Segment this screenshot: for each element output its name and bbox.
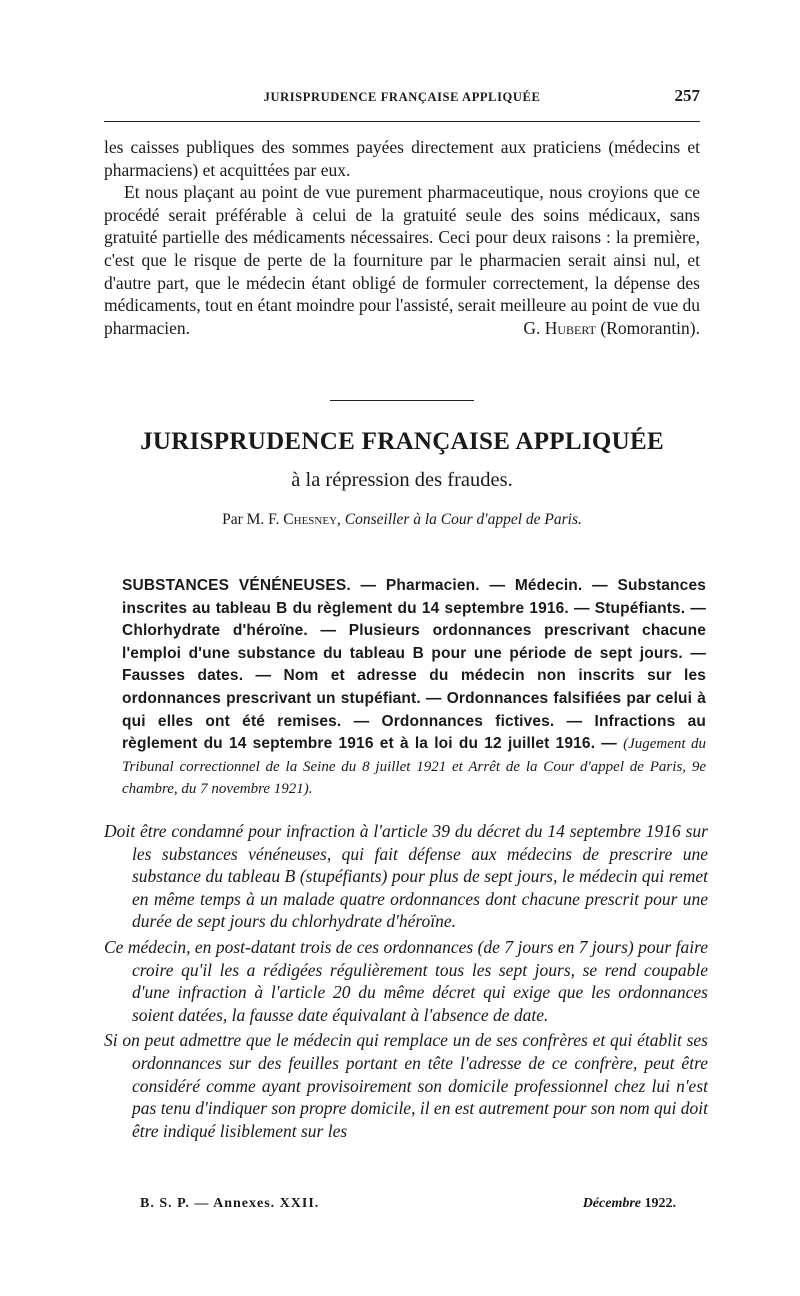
holding-paragraph: Ce médecin, en post-datant trois de ces ordonnances (de 7 jours en 7 jours) pour faire croire qu'il les a rédigées régulièrement tous les sept jours, se rend coupable d'une infraction à l'article 20 du même décret qui exige que les ordonnances soient datées, la fausse date équivalant à l'absence de date. [104,936,708,1025]
footer-year: 1922. [644,1196,676,1211]
author-prefix: Par M. F. [222,511,280,528]
intro-paragraph-2-text: Et nous plaçant au point de vue purement pharmaceutique, nous croyions que ce procédé serait préférable à celui de la gratuité seule des soins médicaux, sans gratuité partielle des médicaments nécessaires. Ceci pour deux raisons : la première, c'est que le risque de perte de la fourniture par le pharmacien serait ainsi nul, et d'autre part, que le médecin étant obligé de formuler correctement, la dépense des médicaments, tout en étant moindre pour l'assisté, serait meilleure au point de vue du pharmacien. [104,182,700,338]
signature [503,317,700,340]
intro-text [104,136,700,339]
footer-month: Décembre [582,1196,641,1211]
page-footer [104,1196,700,1216]
signature-initial: G. [523,317,541,338]
holding-paragraph: Si on peut admettre que le médecin qui remplace un de ses confrères et qui établit ses ordonnances sur des feuilles portant en tête l'adresse de ce confrère, peut être considéré comme ayant provisoirement son domicile professionnel chez lui n'est pas tenu d'indiquer son propre domicile, il en est autrement pour son nom qui doit être indiqué lisiblement sur les [104,1030,708,1141]
holding-paragraph: Doit être condamné pour infraction à l'article 39 du décret du 14 septembre 1916 sur les substances vénéneuses, qui fait défense aux médecins de prescrire une substance du tableau B (stupéfiants) pour plus de sept jours, le médecin qui remet en même temps à un malade quatre ordonnances dont chacune prescrit pour une durée de sept jours du chlorhydrate d'héroïne. [104,821,708,932]
summary-text: SUBSTANCES VÉNÉNEUSES. — Pharmacien. — Médecin. — Substances inscrites au tableau B du règlement du 14 septembre 1916. — Stupéfiants. — Chlorhydrate d'héroïne. — Plusieurs ordonnances prescrivant chacune l'emploi d'une substance du tableau B pour une période de sept jours. — Fausses dates. — Nom et adresse du médecin non inscrits sur les ordonnances prescrivant un stupéfiant. — Ordonnances falsifiées par celui à qui elles ont été remises. — Ordonnances fictives. — Infractions au règlement du 14 septembre 1916 et à la loi du 12 juillet 1916. — [122,577,706,753]
header-rule [104,121,700,122]
signature-name: Hubert [544,317,596,338]
summary-citation: (Jugement du Tribunal correctionnel de la Seine du 8 juillet 1921 et Arrêt de la Cour d'appel de Paris, 9e chambre, du 7 novembre 1921). [122,736,706,798]
signature-place: (Romorantin). [600,317,700,338]
page-number: 257 [674,86,700,105]
author-role: Conseiller à la Cour d'appel de Paris. [344,511,582,528]
article-title: JURISPRUDENCE FRANÇAISE APPLIQUÉE [140,428,664,455]
article-subtitle: à la répression des fraudes. [291,469,513,491]
holdings [104,820,708,1145]
running-header [104,86,700,112]
section-divider [330,400,474,401]
intro-paragraph-1: les caisses publiques des sommes payées directement aux praticiens (médecins et pharmaciens) et acquittées par eux. [104,137,700,180]
running-title: JURISPRUDENCE FRANÇAISE APPLIQUÉE [263,90,541,104]
author-name: Chesney, [283,511,341,528]
author-line [104,511,700,529]
intro-paragraph-2 [104,181,700,339]
footer-date [583,1196,676,1212]
footer-journal: B. S. P. — Annexes. XXII. [140,1196,320,1211]
summary-block [122,575,706,801]
